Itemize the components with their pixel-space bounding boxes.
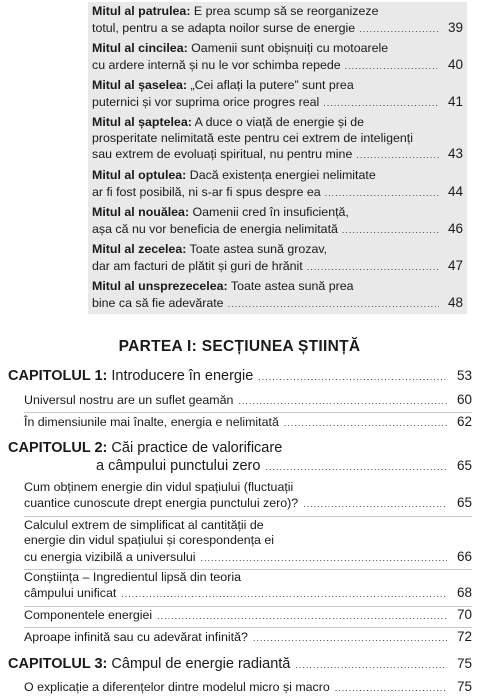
subsection-title: Universul nostru are un suflet geamăn [24,393,234,407]
toc-entry-chapter-3[interactable] [8,655,472,674]
leader-dots [323,96,439,112]
toc-entry-myth-7[interactable] [88,113,467,166]
page-number: 48 [447,294,463,310]
myth-label: Mitul al nouălea: [92,205,190,219]
leader-dots [258,369,447,386]
myth-label: Mitul al cincilea: [92,41,188,55]
page-number: 46 [447,220,463,236]
leader-dots [228,297,439,313]
myth-text: ar fi fost posibilă, ni s-ar fi spus despre ea [92,184,321,199]
page-number: 75 [456,679,472,694]
myth-text: bine ca să fie adevărate [92,295,224,310]
toc-entry-subsection[interactable] [24,414,472,434]
subsection-title: Cum obținem energie din vidul spațiului (fluctuații [24,480,294,494]
toc-entry-subsection[interactable] [24,679,472,699]
toc-entry-myth-5[interactable] [88,39,467,76]
toc-entry-subsection[interactable] [24,392,472,413]
myth-text: Oamenii cred în insuficiență, [189,205,349,219]
chapter-title: a câmpului punctului zero [96,458,261,474]
leader-dots [325,186,439,202]
page-number: 47 [447,257,463,273]
myth-text: „Cei aflați la putere” sunt prea [187,78,354,92]
chapter-number: CAPITOLUL 3: [8,656,108,672]
part-heading: PARTEA I: SECȚIUNEA ȘTIINȚĂ [118,338,361,355]
page-number: 68 [456,585,472,601]
leader-dots [307,260,439,276]
leader-dots [253,631,447,646]
toc-entry-myth-4[interactable] [88,2,467,39]
subsection-title: Aproape infinită sau cu adevărat infinită? [24,630,248,644]
myth-text: Toate astea sună grozav, [186,242,328,256]
leader-dots [238,394,447,409]
leader-dots [157,609,447,624]
page-number: 70 [456,607,472,622]
myth-label: Mitul al unsprezecelea: [92,279,228,293]
toc-entry-subsection[interactable] [24,570,472,607]
toc-entry-myth-11[interactable] [88,277,467,314]
leader-dots [345,59,439,75]
myth-text: totul, pentru a se adapta noilor surse de energie [92,20,356,35]
leader-dots [359,22,439,38]
page-number: 41 [447,93,463,109]
myth-text: așa că nu vor beneficia de energia nelimitată [92,221,338,236]
toc-entry-subsection[interactable] [24,629,472,649]
page-number: 66 [456,548,472,564]
page-number: 62 [456,414,472,429]
myth-text: Toate astea sună prea [227,279,354,293]
subsection-title: cuantice cunoscute drept energia punctului zero)? [24,496,299,511]
subsection-title: Componentele energiei [24,608,153,622]
leader-dots [295,657,447,674]
myth-text: dar am facturi de plătit și guri de hrănit [92,258,303,273]
page-number: 44 [447,183,463,199]
chapter-number: CAPITOLUL 2: [8,440,108,456]
myth-text: E prea scump să se reorganizeze [190,4,379,18]
toc-entry-chapter-2[interactable] [8,440,472,476]
chapter-title: Câmpul de energie radiantă [107,656,291,672]
page-number: 40 [447,56,463,72]
myth-label: Mitul al șaptelea: [92,115,192,129]
leader-dots [121,587,447,602]
myth-label: Mitul al optulea: [92,168,187,182]
subsection-title: O explicație a diferențelor dintre modelul micro și macro [24,680,330,694]
myth-label: Mitul al zecelea: [92,242,187,256]
leader-dots [201,551,448,566]
toc-entry-myth-10[interactable] [88,240,467,277]
subsection-title: energie din vidul spațiului și corespondența ei [24,533,275,548]
myth-text: sau extrem de evoluați spiritual, nu pentru mine [92,147,353,162]
leader-dots [265,459,447,476]
toc-entry-myth-9[interactable] [88,203,467,240]
page-number: 75 [456,656,472,671]
leader-dots [284,416,447,431]
toc-entry-subsection[interactable] [24,480,472,517]
subsection-title: În dimensiunile mai înalte, energia e nelimitată [24,415,279,429]
toc-entry-subsection[interactable] [24,607,472,628]
myth-text: puternici și vor suprima orice progres real [92,94,320,109]
toc-entry-myth-8[interactable] [88,166,467,203]
myth-text: Oamenii sunt obișnuiți cu motoarele [187,41,389,55]
chapter-number: CAPITOLUL 1: [8,368,108,384]
myth-text: A duce o viață de energie și de [191,115,365,129]
subsection-title: câmpului unificat [24,586,117,601]
subsection-title: cu energia vizibilă a universului [24,549,196,564]
myth-text: cu ardere internă și nu le vor schimba repede [92,57,341,72]
toc-entry-chapter-1[interactable] [8,367,472,386]
page-number: 60 [456,392,472,407]
subsection-title: Conștiința – Ingredientul lipsă din teoria [24,570,241,584]
leader-dots [356,148,439,164]
page-number: 65 [456,495,472,511]
leader-dots [335,681,447,696]
toc-entry-myth-6[interactable] [88,76,467,113]
page-number: 72 [456,629,472,644]
page-number: 39 [447,19,463,35]
page-number: 53 [456,368,472,383]
myth-text: Dacă existența energiei nelimitate [186,168,376,182]
chapter-title: Introducere în energie [107,368,254,384]
leader-dots [303,497,447,512]
myth-label: Mitul al patrulea: [92,4,191,18]
leader-dots [342,223,439,239]
myth-label: Mitul al șaselea: [92,78,188,92]
subsection-title: Calculul extrem de simplificat al cantității de [24,518,264,532]
toc-entry-subsection[interactable] [24,518,472,570]
page-number: 65 [456,458,472,473]
myth-text: prosperitate nelimitată este pentru cei extrem de inteligenți [92,130,413,145]
chapter-title: Căi practice de valorificare [107,440,283,456]
page-number: 43 [447,146,463,162]
